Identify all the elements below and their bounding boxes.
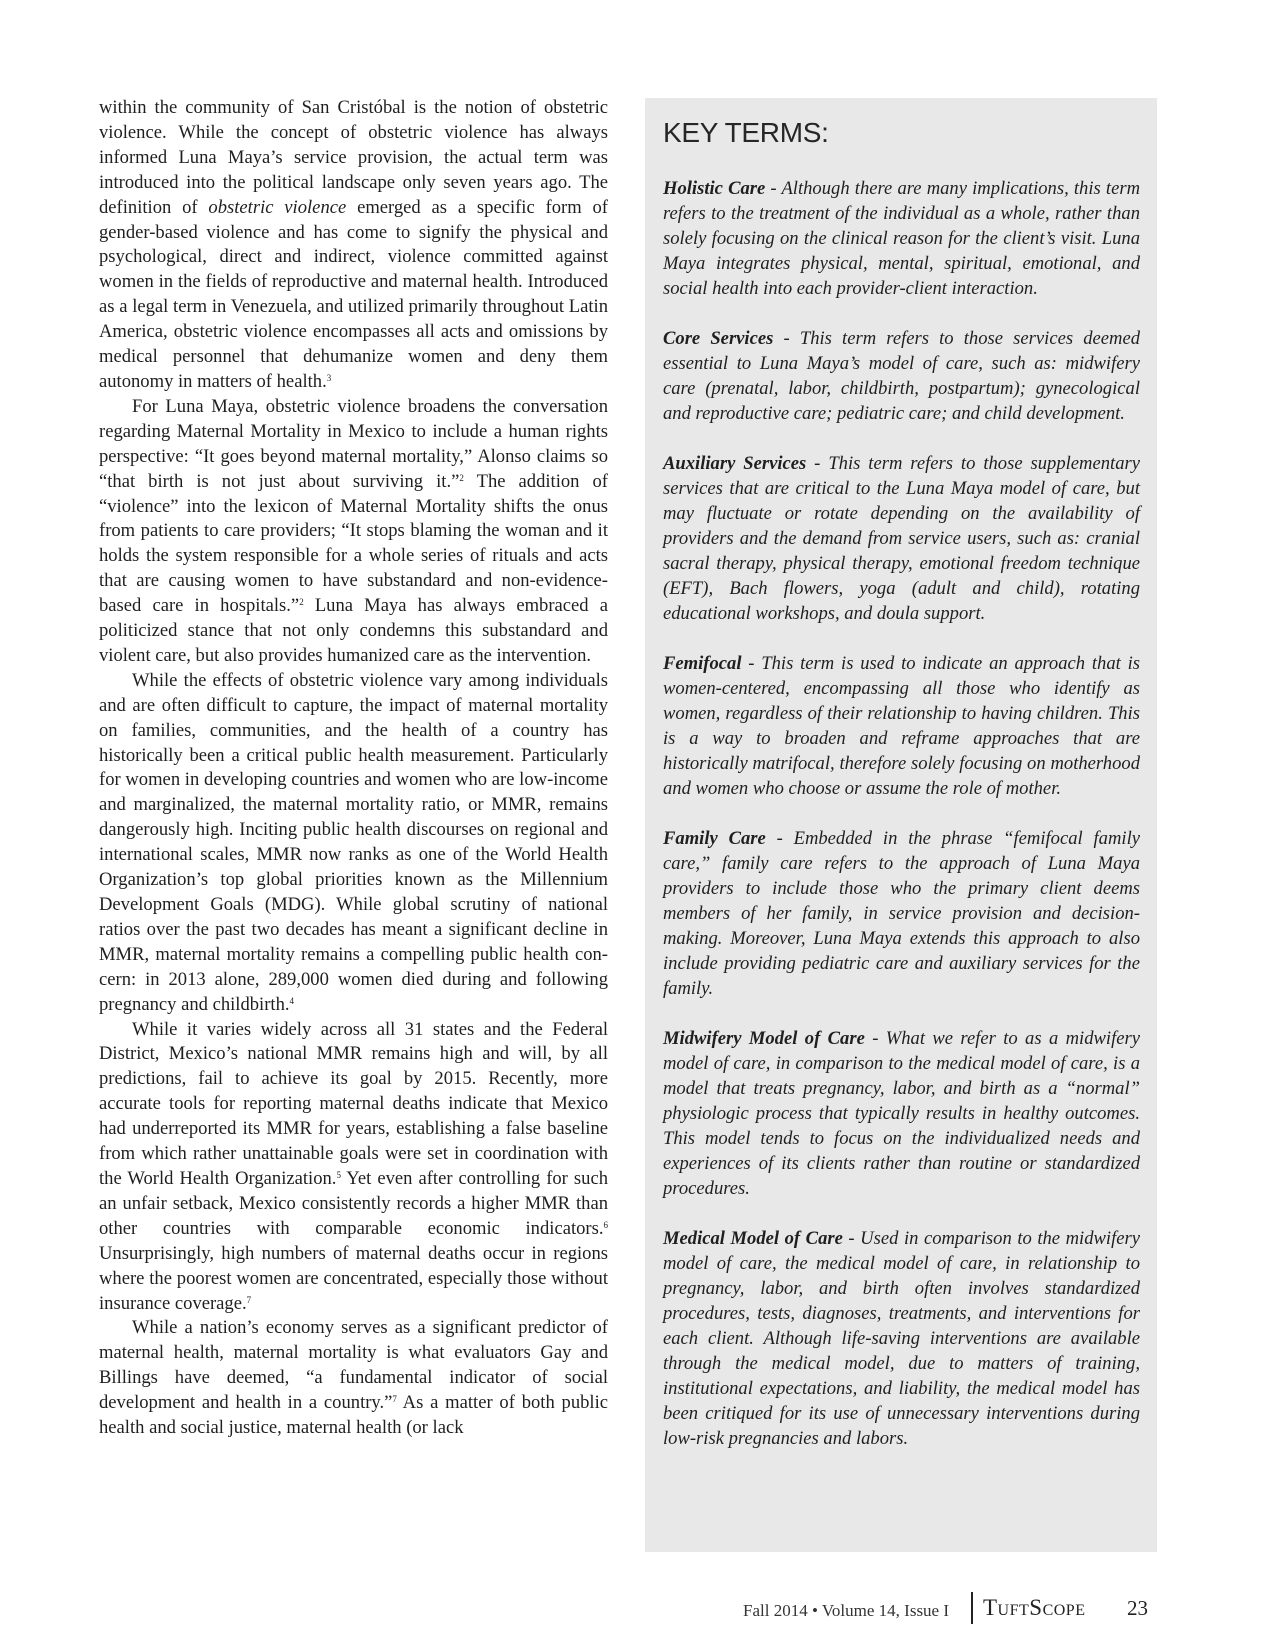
footnote-reference: 7 — [246, 1294, 252, 1305]
body-paragraph — [99, 96, 608, 395]
text-run: For Luna Maya, obstetric violence broadens the conversation regarding Maternal Mortality in Mexico to include a human rights perspective: “It goes beyond maternal mortality,” Alonso claims so “that birth is not just about surviving it.” — [99, 395, 608, 492]
footnote-reference: 3 — [326, 372, 332, 383]
footer-issue-info: Fall 2014 • Volume 14, Issue I — [743, 1601, 950, 1620]
body-paragraph — [99, 669, 608, 1018]
text-run: Yet even after controlling for such an unfair setback, Mexico consistently records a higher MMR than other countries with comparable economic indicators. — [99, 1167, 608, 1239]
text-run: Unsurprisingly, high numbers of maternal deaths occur in regions where the poorest women are concentrated, especially those without insurance coverage. — [99, 1242, 608, 1314]
key-term-definition: - Embedded in the phrase “femifocal family care,” family care refers to the approach of Luna Maya providers to include those who the primary client deems members of her family, in service provision and decision-making. Moreover, Luna Maya extends this approach to also include providing pediatric care and auxiliary services for the family. — [663, 828, 1140, 999]
key-term-name: Auxiliary Services — [663, 453, 807, 474]
key-terms-title: KEY TERMS: — [663, 117, 829, 148]
key-term-definition: - This term refers to those supplementary services that are critical to the Luna Maya model of care, but may fluctuate or rotate depending on the availability of providers and the demand from service users, such as: cranial sacral therapy, physical therapy, emotional freedom technique (EFT), Bach flowers, yoga (adult and child), rotating educational workshops, and doula support. — [663, 453, 1140, 624]
body-paragraph — [99, 1018, 608, 1317]
key-term-name: Midwifery Model of Care — [663, 1028, 865, 1049]
key-term-name: Core Services — [663, 328, 774, 349]
footnote-reference: 6 — [603, 1219, 608, 1230]
key-term-name: Femifocal — [663, 653, 742, 674]
footnote-reference: 2 — [459, 472, 464, 483]
key-term-entry — [663, 451, 1140, 626]
footer-divider — [971, 1592, 973, 1624]
text-run: As a matter of both public health and social justice, maternal health (or lack — [99, 1392, 608, 1439]
body-paragraph — [99, 395, 608, 669]
footnote-reference: 4 — [289, 995, 295, 1006]
key-term-entry — [663, 176, 1140, 301]
key-term-definition: - This term refers to those services deemed essential to Luna Maya’s model of care, such as: midwifery care (prenatal, labor, childbirth, postpartum); gynecological and reproductive care; pediatric care; and child development. — [663, 328, 1140, 424]
page-number: 23 — [1127, 1596, 1148, 1620]
text-run: Luna Maya has always embraced a politicized stance that not only condemns this substandard and violent care, but also provides humanized care as the intervention. — [99, 595, 608, 666]
key-term-name: Family Care — [663, 828, 766, 849]
article-body-column — [99, 96, 608, 1441]
text-run: While it varies widely across all 31 states and the Federal District, Mexico’s national MMR remains high and will, by all predictions, fail to achieve its goal by 2015. Recently, more accurate tools for reporting maternal deaths indicate that Mexico had underreported its MMR for years, establishing a false baseline from which rather unattainable goals were set in coordination with the World Health Organization. — [99, 1018, 608, 1189]
key-term-name: Medical Model of Care — [663, 1228, 843, 1249]
page-footer — [700, 1592, 1162, 1626]
footnote-reference: 5 — [336, 1169, 341, 1180]
key-term-definition: - This term is used to indicate an approach that is women-centered, encompassing all those who identify as women, regardless of their relationship to having children. This is a way to broaden and reframe approaches that are historically matrifocal, therefore solely focusing on motherhood and women who choose or assume the role of mother. — [663, 653, 1140, 799]
key-term-entry — [663, 326, 1140, 426]
text-run: The addition of “violence” into the lexicon of Maternal Mortality shifts the onus from patients to care providers; “It stops blaming the woman and it holds the system responsible for a whole series of rituals and acts that are causing women to have substandard and non-evidence-based care in hospitals.” — [99, 470, 608, 617]
key-term-entry — [663, 1026, 1140, 1201]
key-term-entry — [663, 826, 1140, 1001]
footnote-reference: 2 — [299, 597, 304, 608]
key-term-entry — [663, 1226, 1140, 1451]
key-term-definition: - What we refer to as a midwifery model of care, in comparison to the medical model of care, is a model that treats pregnancy, labor, and birth as a “normal” physiologic process that typically results in healthy outcomes. This model tends to focus on the individualized needs and experiences of its clients rather than routine or standardized procedures. — [663, 1028, 1140, 1199]
key-term-name: Holistic Care — [663, 178, 766, 199]
key-terms-sidebar — [645, 98, 1157, 1552]
emphasized-term: obstetric violence — [208, 196, 347, 218]
text-run: While a nation’s economy serves as a significant predictor of maternal health, maternal mortality is what evaluators Gay and Billings have deemed, “a fundamental indicator of social development and health in a country.” — [99, 1317, 608, 1414]
key-terms-list — [663, 176, 1140, 1451]
key-term-entry — [663, 651, 1140, 801]
footnote-reference: 7 — [392, 1394, 397, 1405]
footer-journal-name: TuftScope — [983, 1595, 1086, 1620]
text-run: emerged as a specific form of gender-based violence and has come to signify the physical and psychological, direct and indirect, violence committed against women in the fields of reproductive and maternal health. Introduced as a legal term in Venezuela, and utilized primarily throughout Latin America, obstetric violence encompasses all acts and omissions by medical personnel that dehumanize women and deny them autonomy in matters of health. — [99, 196, 608, 392]
body-paragraph — [99, 1316, 608, 1441]
text-run: within the community of San Cristóbal is the notion of obstetric violence. While the concept of obstetric violence has always informed Luna Maya’s service provision, the actual term was introduced into the political landscape only seven years ago. The definition of — [99, 97, 608, 218]
text-run: While the effects of obstetric violence vary among individuals and are often difficult to capture, the impact of maternal mortality on families, communities, and the health of a country has historically been a critical public health measurement. Particularly for women in developing countries and women who are low-income and marginalized, the maternal mortality ratio, or MMR, remains dangerously high. Inciting public health discourses on regional and international scales, MMR now ranks as one of the World Health Organization’s top global priorities known as the Millennium Development Goals (MDG). While global scrutiny of national ratios over the past two decades has meant a significant decline in MMR, maternal mortality remains a compelling public health concern: in 2013 alone, 289,000 women died during and following pregnancy and childbirth. — [99, 669, 608, 1015]
key-term-definition: - Used in comparison to the midwifery model of care, the medical model of care, in relationship to pregnancy, labor, and birth often involves standardized procedures, tests, diagnoses, treatments, and interventions for each client. Although life-saving interventions are available through the medical model, due to matters of training, institutional expectations, and liability, the medical model has been critiqued for its use of unnecessary interventions during low-risk pregnancies and labors. — [663, 1228, 1140, 1449]
key-term-definition: - Although there are many implications, this term refers to the treatment of the individual as a whole, rather than solely focusing on the clinical reason for the client’s visit. Luna Maya integrates physical, mental, spiritual, emotional, and social health into each provider-client interaction. — [663, 178, 1140, 299]
